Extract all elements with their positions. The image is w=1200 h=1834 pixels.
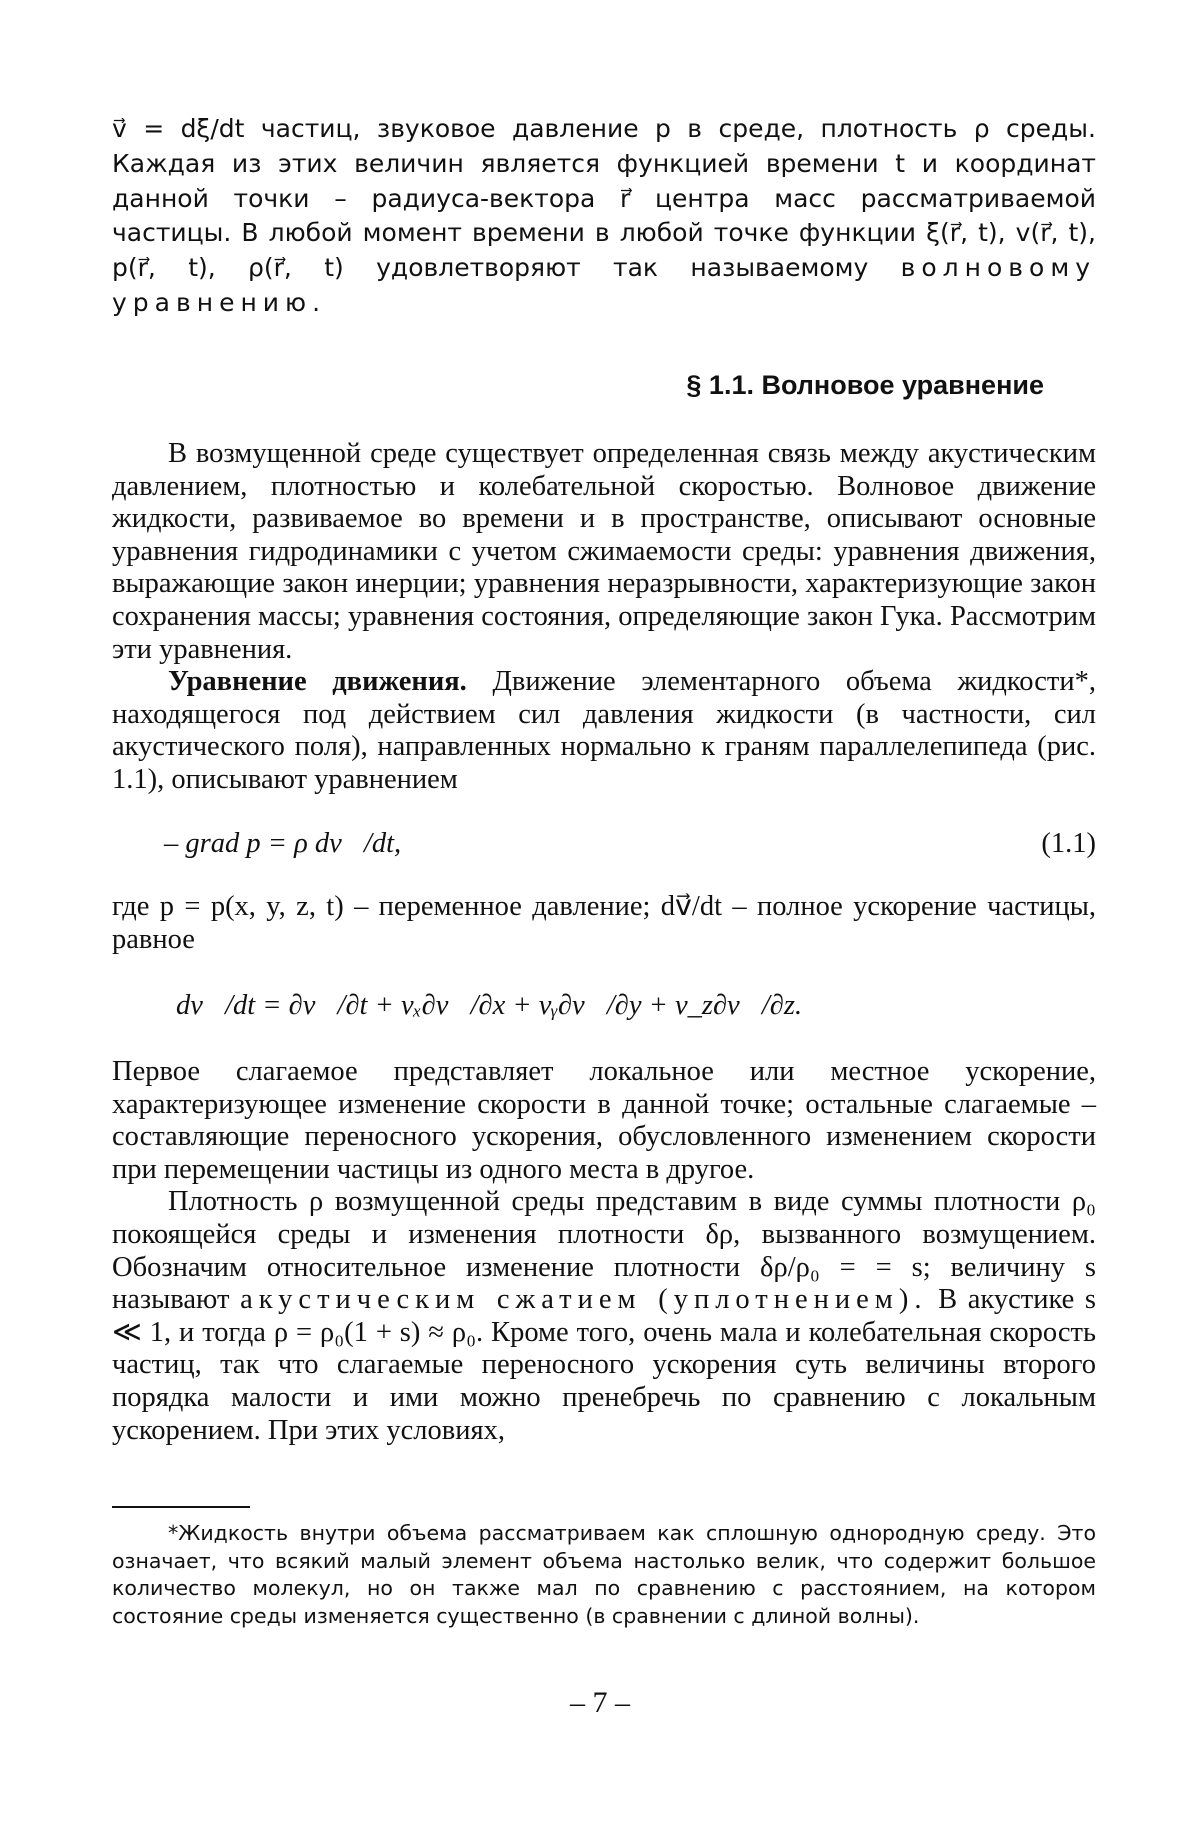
section-heading: § 1.1. Волновое уравнение <box>686 370 1044 400</box>
runin-heading: Уравнение движения. <box>168 666 467 698</box>
body-block-3 <box>112 1056 1096 1447</box>
equation-formula: – grad p = ρ dv⃗/dt, <box>164 828 402 859</box>
equation-number: (1.1) <box>1041 828 1096 859</box>
paragraph-density <box>112 1186 1096 1447</box>
paragraph-local-acceleration: Первое слагаемое представляет локальное или местное ускорение, характеризующее изменение скорости в данной точке; остальные слагаемые – составляющие переносного ускорения, обусловленного изменением скорости при перемещении частицы из одного места в другое. <box>112 1056 1096 1185</box>
page-number: – 7 – <box>570 1686 630 1719</box>
intro-term: волновому уравнению. <box>112 253 1096 317</box>
body-block-1 <box>112 438 1096 797</box>
paragraph-where: где p = p(x, y, z, t) – переменное давление; dv⃗/dt – полное ускорение частицы, равное <box>112 891 1096 955</box>
density-text-a: Плотность ρ возмущенной среды представим в виде суммы плотности ρ₀ покоящейся среды и изменения плотности δρ, вызванного возмущением. Обозначим относительное изменение плотности δρ/ρ₀ = = s; величину s называют <box>112 1186 1096 1316</box>
equation-1-1 <box>164 828 1096 860</box>
density-term: акустическим сжатием (уплотнением). <box>240 1284 928 1316</box>
footnote-rule <box>112 1506 250 1508</box>
paragraph-text: Движение элементарного объема жидкости*, находящегося под действием сил давления жидкости (в частности, сил акустического поля), направленных нормально к граням параллелепипеда (рис. 1.1), описывают уравнением <box>112 666 1096 795</box>
density-text-b: В акустике s ≪ 1, и тогда ρ = ρ₀(1 + s) ≈ ρ₀. Кроме того, очень мала и колебательная скорость частиц, так что слагаемые переносного ускорения суть величины второго порядка малости и ими можно пренебречь по сравнению с локальным ускорением. При этих условиях, <box>112 1284 1096 1446</box>
body-block-2 <box>112 891 1096 956</box>
paragraph-intro-equations: В возмущенной среде существует определенная связь между акустическим давлением, плотностью и колебательной скоростью. Волновое движение жидкости, развиваемое во времени и в пространстве, описывают основные уравнения гидродинамики с учетом сжимаемости среды: уравнения движения, выражающие закон инерции; уравнения неразрывности, характеризующие закон сохранения массы; уравнения состояния, определяющие закон Гука. Рассмотрим эти уравнения. <box>112 438 1096 665</box>
footnote <box>112 1520 1096 1630</box>
footnote-text: *Жидкость внутри объема рассматриваем как сплошную однородную среду. Это означает, что всякий малый элемент объема настолько велик, что содержит большое количество молекул, но он также мал по сравнению с расстоянием, на котором состояние среды изменяется существенно (в сравнении с длиной волны). <box>112 1521 1096 1628</box>
paragraph-motion-equation <box>112 666 1096 796</box>
equation-acceleration: dv⃗/dt = ∂v⃗/∂t + vₓ∂v⃗/∂x + vᵧ∂v⃗/∂y + v_z∂v⃗/∂z. <box>176 990 803 1021</box>
intro-text: v⃗ = dξ/dt частиц, звуковое давление p в среде, плотность ρ среды. Каждая из этих величин является функцией времени t и координат данной точки – радиуса-вектора r⃗ центра масс рассматриваемой частицы. В любой момент времени в любой точке функции ξ(r⃗, t), v(r⃗, t), p(r⃗, t), ρ(r⃗, t) удовлетворяют так называемому <box>112 114 1096 283</box>
intro-paragraph <box>112 112 1096 321</box>
